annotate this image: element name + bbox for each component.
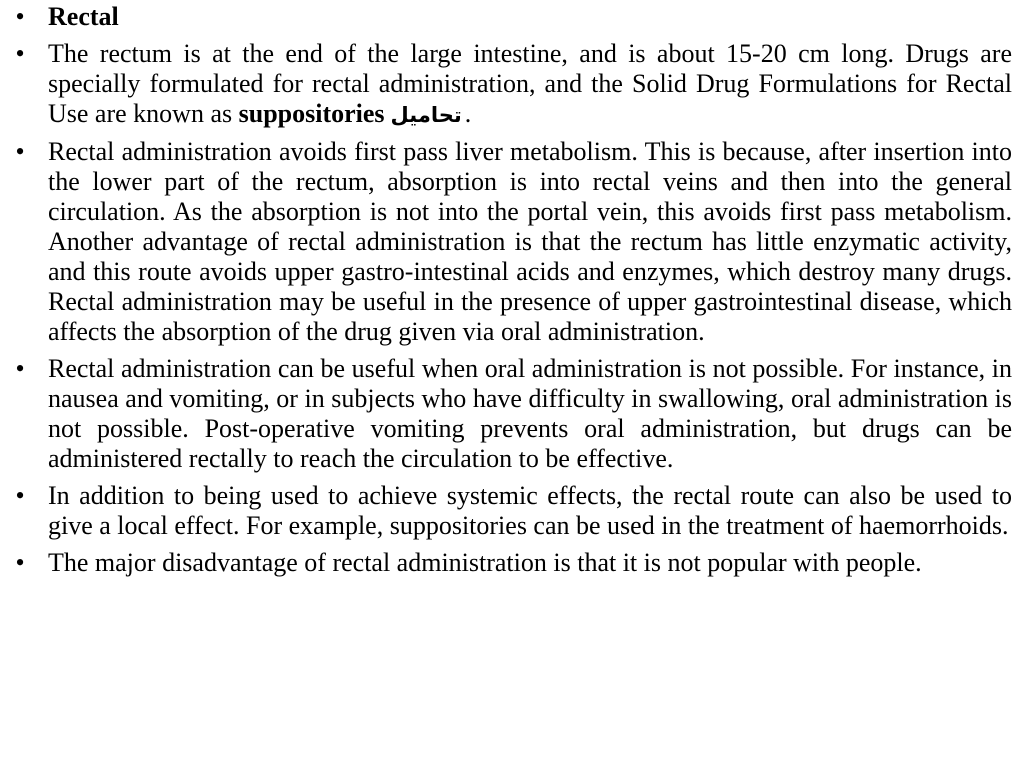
bullet-local-effect (10, 481, 1012, 541)
bullet-dot-icon: • (15, 548, 25, 577)
bullet-dot-icon: • (15, 2, 25, 31)
definition-end: . (464, 99, 472, 128)
first-pass-text: Rectal administration avoids first pass liver metabolism. This is because, after insertion into the lower part of the rectum, absorption is into rectal veins and then into the general circulation. As the absorption is not into the portal vein, this avoids first pass metabolism. Another advantage of rectal administration is that the rectum has little enzymatic activity, and this route avoids upper gastro-intestinal acids and enzymes, which destroy many drugs. Rectal administration may be useful in the presence of upper gastrointestinal disease, which affects the absorption of the drug given via oral administration. (48, 137, 1012, 346)
local-effect-text: In addition to being used to achieve systemic effects, the rectal route can also be used to give a local effect. For example, suppositories can be used in the treatment of haemorrhoids. (48, 481, 1012, 540)
arabic-term: تحاميل (390, 103, 462, 127)
bullet-dot-icon: • (15, 481, 25, 510)
heading-text: Rectal (48, 2, 119, 31)
bullet-dot-icon: • (15, 39, 25, 68)
suppositories-term: suppositories (238, 99, 385, 128)
bullet-definition (10, 39, 1012, 130)
bullet-oral-not-possible (10, 354, 1012, 474)
disadvantage-text: The major disadvantage of rectal administration is that it is not popular with people. (48, 548, 922, 577)
oral-not-possible-text: Rectal administration can be useful when oral administration is not possible. For instance, in nausea and vomiting, or in subjects who have difficulty in swallowing, oral administration is not possible. Post-operative vomiting prevents oral administration, but drugs can be administered rectally to reach the circulation to be effective. (48, 354, 1012, 473)
bullet-disadvantage (10, 548, 1012, 578)
definition-text: The rectum is at the end of the large intestine, and is about 15-20 cm long. Drugs are specially formulated for rectal administration, and the Solid Drug Formulations for Rectal Use are known as (48, 39, 1012, 128)
bullet-first-pass (10, 137, 1012, 347)
bullet-heading (10, 2, 1012, 32)
bullet-list (10, 2, 1012, 578)
bullet-dot-icon: • (15, 354, 25, 383)
bullet-dot-icon: • (15, 137, 25, 166)
